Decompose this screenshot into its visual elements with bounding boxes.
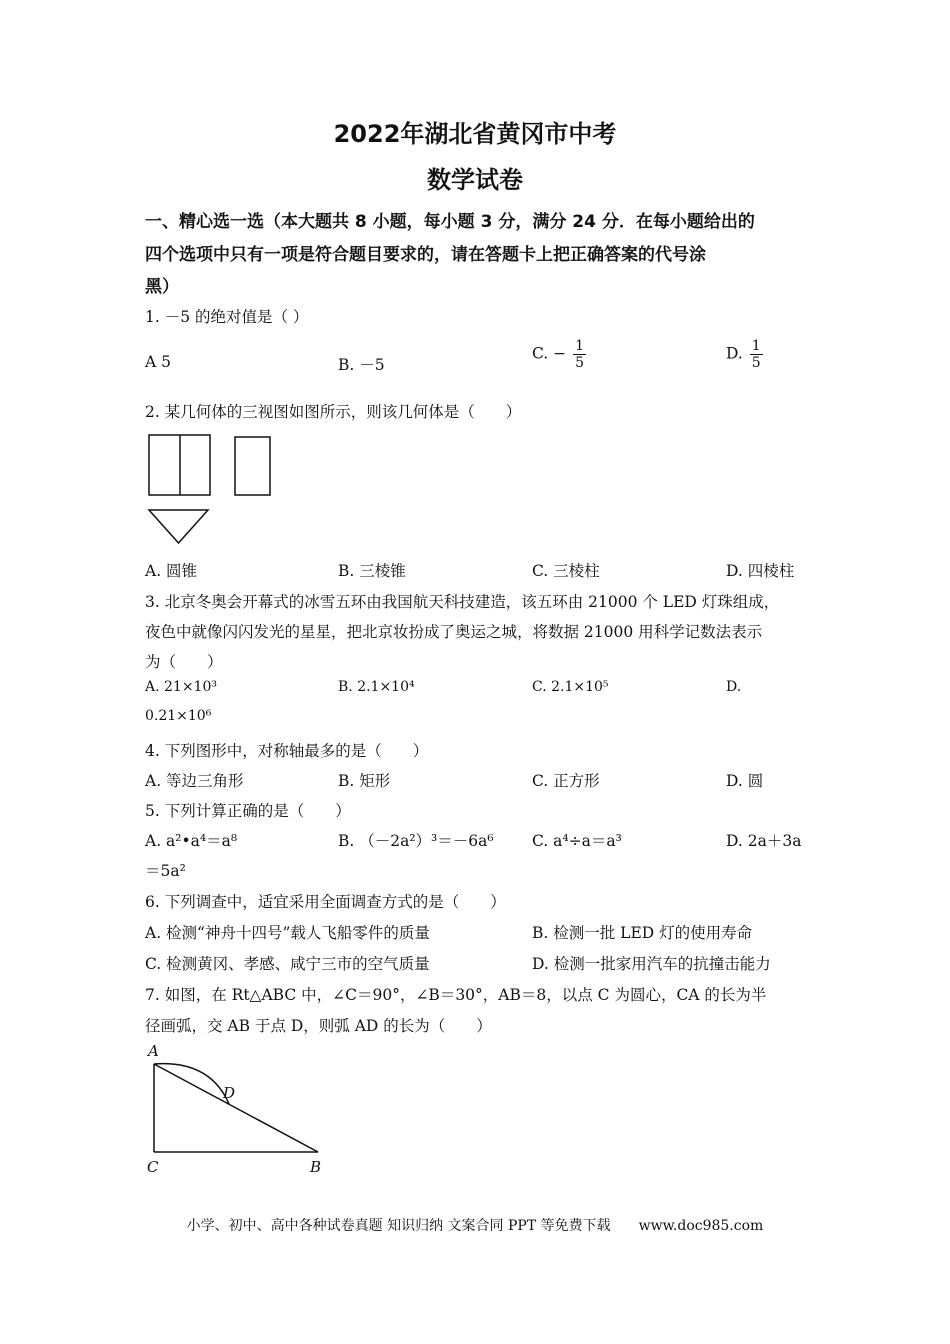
label-d: D — [223, 1084, 236, 1102]
q1-c-numerator: 1 — [575, 338, 585, 354]
q3-option-b: B. 2.1×10⁴ — [338, 679, 415, 695]
question-5: 5. 下列计算正确的是（ ） — [145, 802, 351, 820]
question-7-line2: 径画弧，交 AB 于点 D，则弧 AD 的长为（ ） — [145, 1017, 492, 1035]
question-4: 4. 下列图形中，对称轴最多的是（ ） — [145, 742, 429, 760]
question-3-line2: 夜色中就像闪闪发光的星星，把北京妆扮成了奥运之城，将数据 21000 用科学记数法表示 — [145, 623, 763, 641]
question-7-line1: 7. 如图，在 Rt△ABC 中，∠C＝90°，∠B＝30°，AB＝8，以点 C 为圆心，CA 的长为半 — [145, 986, 767, 1004]
q1-c-denominator: 5 — [575, 355, 585, 372]
q5-option-c: C. a⁴÷a＝a³ — [532, 832, 622, 850]
q5-option-d-result: ＝5a² — [145, 862, 186, 880]
q3-option-a: A. 21×10³ — [145, 679, 217, 695]
label-c: C — [147, 1158, 159, 1176]
question-3-line1: 3. 北京冬奥会开幕式的冰雪五环由我国航天科技建造，该五环由 21000 个 LED 灯珠组成， — [145, 593, 780, 611]
top-view — [149, 510, 208, 543]
page-title: 2022年湖北省黄冈市中考 — [333, 120, 617, 148]
section-heading-line2: 四个选项中只有一项是符合题目要求的，请在答题卡上把正确答案的代号涂 — [145, 245, 706, 265]
q1-option-d — [726, 338, 763, 371]
q5-option-b: B. （－2a²）³＝－6a⁶ — [338, 832, 494, 850]
q1-option-d-fraction — [750, 338, 763, 371]
q5-option-d: D. 2a＋3a — [726, 832, 802, 850]
q2-option-b: B. 三棱锥 — [338, 562, 406, 580]
question-1: 1. －5 的绝对值是（ ） — [145, 308, 309, 326]
page-subtitle: 数学试卷 — [427, 166, 523, 194]
triangle-figure — [140, 1040, 340, 1180]
q1-option-c-prefix: C. − — [532, 344, 567, 363]
q1-option-d-prefix: D. — [726, 344, 743, 363]
q2-option-d: D. 四棱柱 — [726, 562, 795, 580]
q6-option-b: B. 检测一批 LED 灯的使用寿命 — [532, 924, 753, 942]
q3-option-d-value: 0.21×10⁶ — [145, 708, 212, 724]
q2-option-c: C. 三棱柱 — [532, 562, 600, 580]
q5-option-a: A. a²•a⁴＝a⁸ — [145, 832, 238, 850]
question-3-line3: 为（ ） — [145, 653, 223, 671]
question-6: 6. 下列调查中，适宜采用全面调查方式的是（ ） — [145, 893, 506, 911]
q1-d-numerator: 1 — [751, 338, 761, 354]
section-heading-line1: 一、精心选一选（本大题共 8 小题，每小题 3 分，满分 24 分．在每小题给出的 — [145, 212, 755, 232]
footer-text: 小学、初中、高中各种试卷真题 知识归纳 文案合同 PPT 等免费下载 www.doc985.com — [186, 1218, 764, 1234]
q1-option-a: A 5 — [145, 353, 171, 371]
q1-d-denominator: 5 — [751, 355, 761, 372]
q4-option-c: C. 正方形 — [532, 772, 600, 790]
q1-option-b: B. －5 — [338, 356, 385, 374]
q4-option-b: B. 矩形 — [338, 772, 391, 790]
q3-option-d: D. — [726, 679, 742, 695]
q4-option-a: A. 等边三角形 — [145, 772, 244, 790]
q1-option-c-fraction — [573, 338, 586, 371]
question-2: 2. 某几何体的三视图如图所示，则该几何体是（ ） — [145, 403, 522, 421]
q1-option-c — [532, 338, 586, 371]
label-b: B — [310, 1158, 322, 1176]
side-ab — [154, 1064, 318, 1152]
q3-option-c: C. 2.1×10⁵ — [532, 679, 609, 695]
q6-option-d: D. 检测一批家用汽车的抗撞击能力 — [532, 955, 771, 973]
label-a: A — [148, 1042, 159, 1060]
q2-option-a: A. 圆锥 — [145, 562, 198, 580]
q4-option-d: D. 圆 — [726, 772, 764, 790]
three-views-figure — [140, 428, 280, 550]
q6-option-a: A. 检测“神舟十四号”载人飞船零件的质量 — [145, 924, 430, 942]
side-view — [235, 437, 270, 495]
q6-option-c: C. 检测黄冈、孝感、咸宁三市的空气质量 — [145, 955, 430, 973]
section-heading-line3: 黑） — [145, 277, 179, 297]
